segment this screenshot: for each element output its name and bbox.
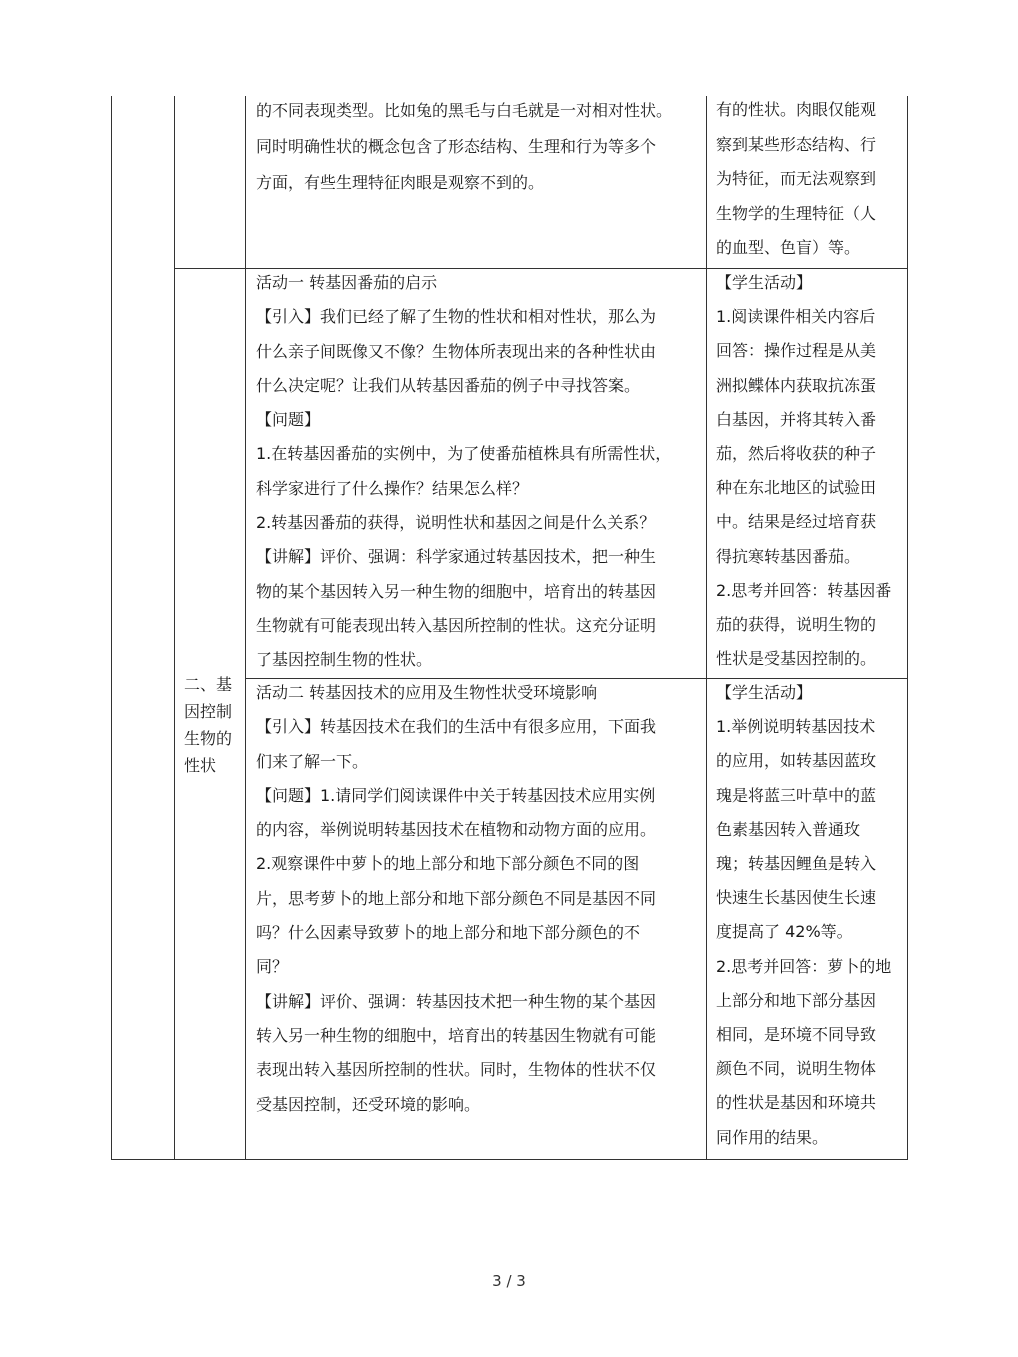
activity-2-content — [256, 676, 656, 1122]
text-line: 洲拟鲽体内获取抗冻蛋 — [716, 375, 877, 395]
activity-1-title: 活动一 转基因番茄的启示 — [256, 273, 438, 292]
text-line: 吗？什么因素导致萝卜的地上部分和地下部分颜色的不 — [256, 923, 641, 943]
text-line: 上部分和地下部分基因 — [716, 990, 877, 1010]
text-line: 有的性状。肉眼仅能观 — [716, 100, 877, 119]
text-line: 白基因，并将其转入番 — [716, 409, 877, 429]
text-line: 茄的获得，说明生物的 — [716, 615, 877, 635]
top-row-student — [716, 93, 876, 266]
table-border-left — [111, 96, 112, 1160]
text-line: 快速生长基因使生长速 — [716, 888, 877, 908]
text-line: 同？ — [256, 957, 289, 977]
text-line: 同作用的结果。 — [716, 1127, 829, 1147]
text-line: 表现出转入基因所控制的性状。同时，生物体的性状不仅 — [256, 1060, 657, 1080]
text-line: 【学生活动】 — [716, 683, 813, 702]
text-line: 什么亲子间既像又不像？生物体所表现出来的各种性状由 — [256, 341, 657, 361]
top-row-content — [256, 93, 672, 201]
text-line: 色素基因转入普通玫 — [716, 819, 861, 839]
activity-2-student — [716, 676, 891, 1155]
text-line: 茄，然后将收获的种子 — [716, 444, 877, 464]
text-line: 性状是受基因控制的。 — [716, 649, 877, 669]
section-label-line: 因控制 — [184, 702, 233, 721]
text-line: 回答：操作过程是从美 — [716, 341, 877, 361]
text-line: 生物就有可能表现出转入基因所控制的性状。这充分证明 — [256, 615, 657, 635]
text-line: 瑰；转基因鲤鱼是转入 — [716, 854, 877, 874]
text-line: 2.思考并回答：转基因番 — [716, 580, 892, 600]
text-line: 受基因控制，还受环境的影响。 — [256, 1094, 481, 1114]
text-line: 【讲解】评价、强调：科学家通过转基因技术，把一种生 — [256, 547, 657, 567]
activity-1-content — [256, 266, 671, 678]
text-line: 瑰是将蓝三叶草中的蓝 — [716, 785, 877, 805]
text-line: 2.思考并回答：萝卜的地 — [716, 956, 892, 976]
text-line: 【讲解】评价、强调：转基因技术把一种生物的某个基因 — [256, 991, 657, 1011]
section-label-line: 性状 — [184, 756, 217, 775]
text-line: 【引入】我们已经了解了生物的性状和相对性状，那么为 — [256, 307, 657, 327]
text-line: 【学生活动】 — [716, 273, 813, 292]
text-line: 2.观察课件中萝卜的地上部分和地下部分颜色不同的图 — [256, 854, 640, 874]
text-line: 【引入】转基因技术在我们的生活中有很多应用，下面我 — [256, 717, 657, 737]
text-line: 科学家进行了什么操作？结果怎么样？ — [256, 478, 529, 498]
section-label — [184, 671, 232, 779]
text-line: 2.转基因番茄的获得，说明性状和基因之间是什么关系？ — [256, 513, 656, 533]
table-border-col3 — [706, 96, 707, 1160]
text-line: 【问题】1.请同学们阅读课件中关于转基因技术应用实例 — [256, 785, 656, 805]
text-line: 片，思考萝卜的地上部分和地下部分颜色不同是基因不同 — [256, 888, 657, 908]
text-line: 中。结果是经过培育获 — [716, 512, 877, 532]
text-line: 【问题】 — [256, 410, 321, 430]
text-line: 相同，是环境不同导致 — [716, 1025, 877, 1045]
table-border-right — [907, 96, 908, 1160]
text-line: 颜色不同，说明生物体 — [716, 1059, 877, 1079]
text-line: 1.举例说明转基因技术 — [716, 717, 876, 737]
text-line: 察到某些形态结构、行 — [716, 134, 877, 154]
text-line: 的应用，如转基因蓝玫 — [716, 751, 877, 771]
text-line: 度提高了 42%等。 — [716, 922, 853, 942]
text-line: 的血型、色盲）等。 — [716, 238, 861, 257]
text-line: 的不同表现类型。比如兔的黑毛与白毛就是一对相对性状。 — [256, 101, 673, 120]
table-border-bottom — [111, 1159, 908, 1160]
text-line: 了基因控制生物的性状。 — [256, 650, 433, 670]
text-line: 得抗寒转基因番茄。 — [716, 546, 861, 566]
table-border-col2 — [245, 96, 246, 1160]
section-label-line: 二、基 — [184, 675, 233, 694]
text-line: 的性状是基因和环境共 — [716, 1093, 877, 1113]
text-line: 转入另一种生物的细胞中，培育出的转基因生物就有可能 — [256, 1025, 657, 1045]
text-line: 们来了解一下。 — [256, 751, 369, 771]
activity-1-student — [716, 266, 891, 676]
text-line: 的内容，举例说明转基因技术在植物和动物方面的应用。 — [256, 820, 657, 840]
table-border-col1 — [174, 96, 175, 1160]
text-line: 种在东北地区的试验田 — [716, 478, 877, 498]
text-line: 什么决定呢？让我们从转基因番茄的例子中寻找答案。 — [256, 375, 641, 395]
text-line: 1.阅读课件相关内容后 — [716, 307, 876, 327]
section-label-line: 生物的 — [184, 729, 233, 748]
text-line: 为特征，而无法观察到 — [716, 169, 877, 188]
page-number: 3 / 3 — [492, 1272, 526, 1290]
text-line: 物的某个基因转入另一种生物的细胞中，培育出的转基因 — [256, 581, 657, 601]
text-line: 生物学的生理特征（人 — [716, 203, 877, 223]
text-line: 1.在转基因番茄的实例中，为了使番茄植株具有所需性状， — [256, 444, 672, 464]
text-line: 方面，有些生理特征肉眼是观察不到的。 — [256, 173, 545, 192]
text-line: 同时明确性状的概念包含了形态结构、生理和行为等多个 — [256, 137, 657, 156]
activity-2-title: 活动二 转基因技术的应用及生物性状受环境影响 — [256, 683, 598, 702]
